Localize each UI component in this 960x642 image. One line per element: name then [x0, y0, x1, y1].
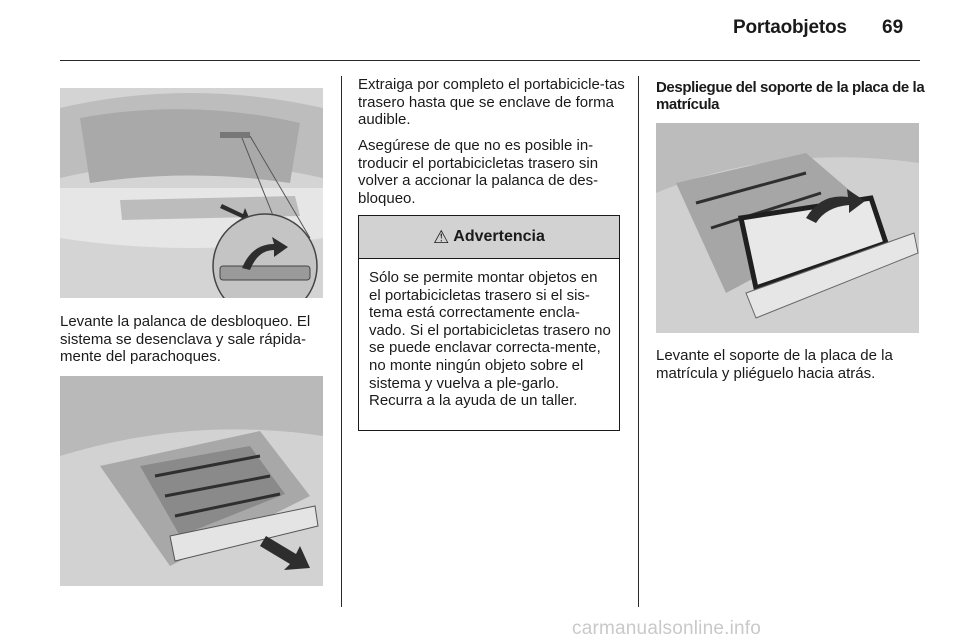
warning-triangle-icon: ⚠ — [433, 226, 450, 247]
left-caption: Levante la palanca de desbloqueo. El sistema se desenclava y sale rápida-mente del parachoques. — [60, 313, 311, 366]
middle-paragraph-1: Extraiga por completo el portabicicle-tas trasero hasta que se enclave de forma audible. — [358, 76, 625, 129]
release-lever-illustration — [60, 88, 323, 298]
bicycle-carrier-extended-illustration — [60, 376, 323, 586]
license-plate-holder-illustration — [656, 123, 919, 333]
page-number: 69 — [882, 17, 904, 38]
column-divider-right — [638, 76, 639, 607]
warning-body: Sólo se permite montar objetos en el portabicicletas trasero si el sis-tema está correctamente encla-vado. Si el portabicicletas trasero no se puede enclavar correcta-mente, no monte ningún objeto sobre el sistema y vuelva a ple-garlo. Recurra a la ayuda de un taller. — [369, 269, 611, 410]
header-rule — [60, 60, 920, 61]
section-heading: Despliegue del soporte de la placa de la matrícula — [656, 79, 925, 113]
warning-title: Advertencia — [453, 228, 545, 245]
warning-box — [358, 215, 620, 431]
page-title: Portaobjetos — [733, 17, 847, 38]
right-caption: Levante el soporte de la placa de la matrícula y pliéguelo hacia atrás. — [656, 347, 893, 382]
watermark: carmanualsonline.info — [572, 618, 762, 639]
middle-paragraph-2: Asegúrese de que no es posible in-troducir el portabicicletas trasero sin volver a accionar la palanca de des-bloqueo. — [358, 137, 599, 207]
warning-header — [359, 216, 619, 259]
column-divider-left — [341, 76, 342, 607]
